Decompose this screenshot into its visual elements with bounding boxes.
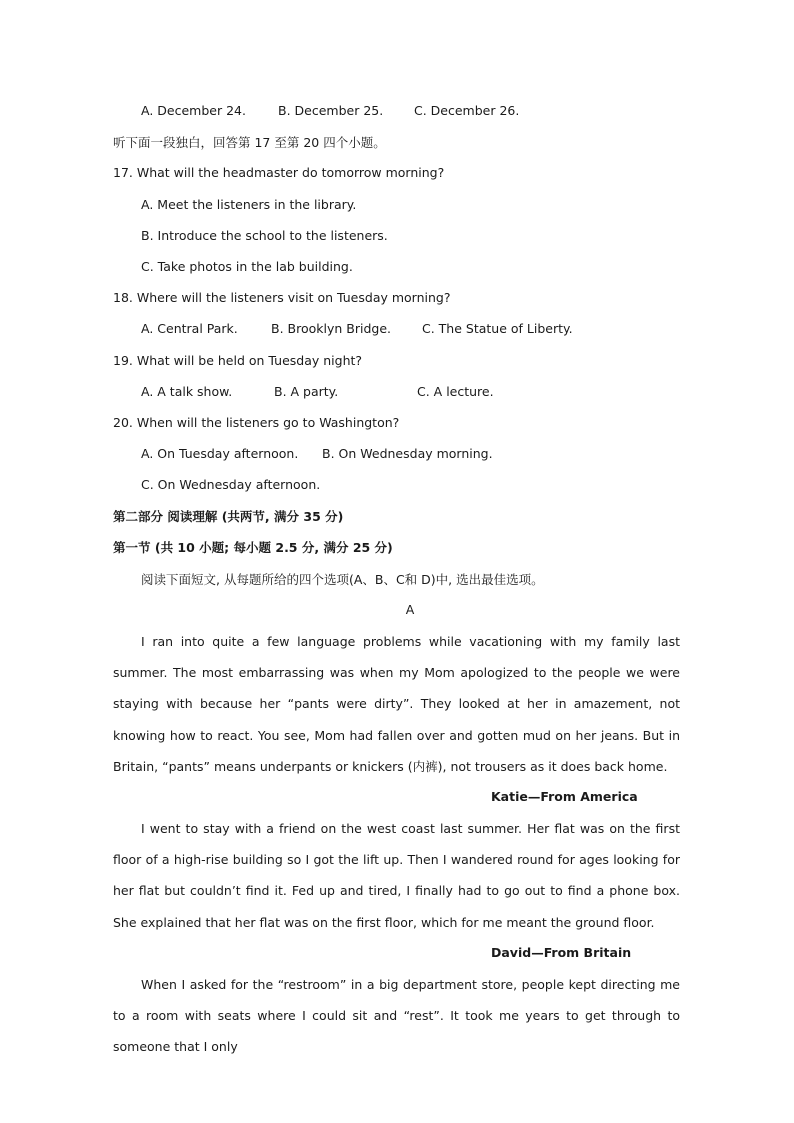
q19-option-c: C. A lecture. (417, 384, 494, 399)
q19-option-a: A. A talk show. (141, 384, 233, 399)
q19-option-b: B. A party. (274, 384, 339, 399)
q16-option-b: B. December 25. (278, 103, 384, 118)
part2-heading: 第二部分 阅读理解 (共两节, 满分 35 分) (113, 509, 344, 524)
q20-option-a: A. On Tuesday afternoon. (141, 446, 299, 461)
q16-option-c: C. December 26. (414, 103, 520, 118)
q17-option-b: B. Introduce the school to the listeners. (141, 228, 388, 243)
q17-option-c: C. Take photos in the lab building. (141, 259, 353, 274)
passage-paragraph: When I asked for the “restroom” in a big department store, people kept directing me to a room with seats where I could sit and “rest”. It took me years to get through to someone that I only (113, 977, 680, 1055)
passage-author: David—From Britain (491, 945, 632, 960)
passage-paragraph: I ran into quite a few language problems while vacationing with my family last summer. The most embarrassing was when my Mom apologized to the people we were staying with because her “pants were dirty”. They looked at her in amazement, not knowing how to react. You see, Mom had fallen over and gotten mud on her jeans. But in Britain, “pants” means underpants or knickers (内裤), not trousers as it does back home. (113, 634, 680, 774)
q20-option-b: B. On Wednesday morning. (322, 446, 493, 461)
monologue-instruction: 听下面一段独白，回答第 17 至第 20 四个小题。 (113, 135, 386, 150)
q17-option-a: A. Meet the listeners in the library. (141, 197, 357, 212)
passage-paragraph: I went to stay with a friend on the west coast last summer. Her flat was on the first floor of a high-rise building so I got the lift up. Then I wandered round for ages looking for her flat but couldn’t find it. Fed up and tired, I finally had to go out to find a phone box. She explained that her flat was on the first floor, which for me meant the ground floor. (113, 821, 680, 930)
q18-option-c: C. The Statue of Liberty. (422, 321, 573, 336)
passage-author: Katie—From America (491, 789, 638, 804)
section1-heading: 第一节 (共 10 小题; 每小题 2.5 分, 满分 25 分) (113, 540, 393, 555)
q20-question: 20. When will the listeners go to Washington? (113, 415, 400, 430)
q19-question: 19. What will be held on Tuesday night? (113, 353, 363, 368)
q18-option-a: A. Central Park. (141, 321, 238, 336)
q20-option-c: C. On Wednesday afternoon. (141, 477, 321, 492)
q17-question: 17. What will the headmaster do tomorrow morning? (113, 165, 445, 180)
q18-question: 18. Where will the listeners visit on Tuesday morning? (113, 290, 451, 305)
q16-option-a: A. December 24. (141, 103, 246, 118)
q18-option-b: B. Brooklyn Bridge. (271, 321, 391, 336)
passage-label: A (405, 602, 415, 617)
reading-instruction: 阅读下面短文, 从每题所给的四个选项(A、B、C和 D)中, 选出最佳选项。 (141, 572, 544, 587)
